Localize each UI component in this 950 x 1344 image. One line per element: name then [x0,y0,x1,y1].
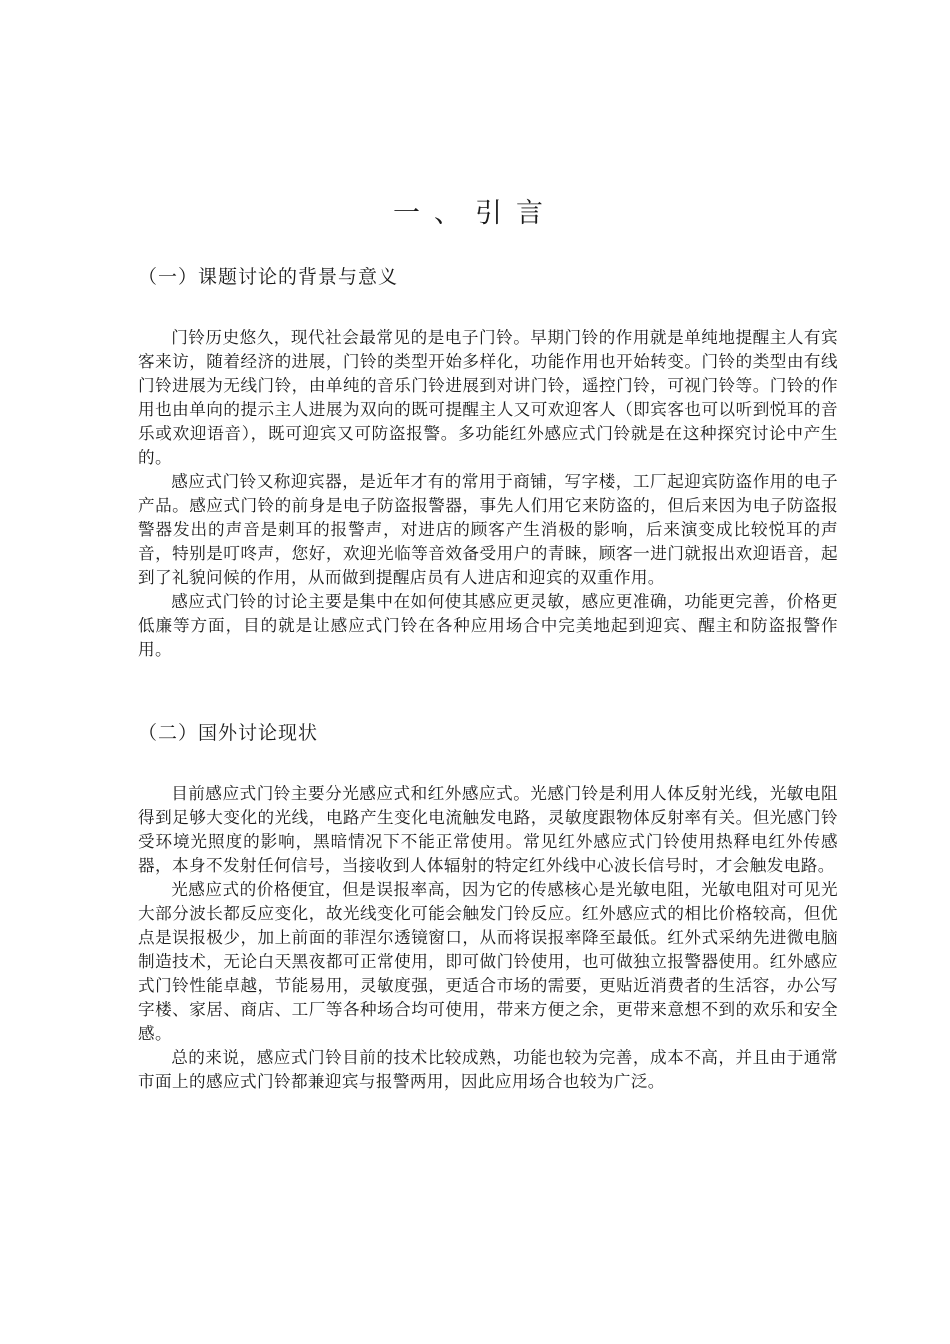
chapter-title: 一、引言 [393,198,557,229]
paragraph: 感应式门铃的讨论主要是集中在如何使其感应更灵敏，感应更准确，功能更完善，价格更低廉等方面，目的就是让感应式门铃在各种应用场合中完美地起到迎宾、醒主和防盗报警作用。 [138,592,838,659]
paragraph: 目前感应式门铃主要分光感应式和红外感应式。光感门铃是利用人体反射光线，光敏电阻得到足够大变化的光线，电路产生变化电流触发电路，灵敏度跟物体反射率有关。但光感门铃受环境光照度的影响，黑暗情况下不能正常使用。常见红外感应式门铃使用热释电红外传感器，本身不发射任何信号，当接收到人体辐射的特定红外线中心波长信号时，才会触发电路。 [138,784,838,875]
section-body-background [138,326,838,662]
section-heading-background: （一）课题讨论的背景与意义 [138,266,399,288]
paragraph: 门铃历史悠久，现代社会最常见的是电子门铃。早期门铃的作用就是单纯地提醒主人有宾客来访，随着经济的进展，门铃的类型开始多样化，功能作用也开始转变。门铃的类型由有线门铃进展为无线门铃，由单纯的音乐门铃进展到对讲门铃，遥控门铃，可视门铃等。门铃的作用也由单向的提示主人进展为双向的既可提醒主人又可欢迎客人（即宾客也可以听到悦耳的音乐或欢迎语音），既可迎宾又可防盗报警。多功能红外感应式门铃就是在这种探究讨论中产生的。 [138,328,838,467]
section-body-status [138,782,838,1094]
section-heading-status: （二）国外讨论现状 [138,722,319,744]
paragraph: 感应式门铃又称迎宾器，是近年才有的常用于商铺，写字楼，工厂起迎宾防盗作用的电子产品。感应式门铃的前身是电子防盗报警器，事先人们用它来防盗的，但后来因为电子防盗报警器发出的声音是刺耳的报警声，对进店的顾客产生消极的影响，后来演变成比较悦耳的声音，特别是叮咚声，您好，欢迎光临等音效备受用户的青睐，顾客一进门就报出欢迎语音，起到了礼貌问候的作用，从而做到提醒店员有人进店和迎宾的双重作用。 [138,472,838,587]
paragraph: 光感应式的价格便宜，但是误报率高，因为它的传感核心是光敏电阻，光敏电阻对可见光大部分波长都反应变化，故光线变化可能会触发门铃反应。红外感应式的相比价格较高，但优点是误报极少，加上前面的菲涅尔透镜窗口，从而将误报率降至最低。红外式采纳先进微电脑制造技术，无论白天黑夜都可正常使用，即可做门铃使用，也可做独立报警器使用。红外感应式门铃性能卓越，节能易用，灵敏度强，更适合市场的需要，更贴近消费者的生活容，办公写字楼、家居、商店、工厂等各种场合均可使用，带来方便之余，更带来意想不到的欢乐和安全感。 [138,880,838,1043]
paragraph: 总的来说，感应式门铃目前的技术比较成熟，功能也较为完善，成本不高，并且由于通常市面上的感应式门铃都兼迎宾与报警两用，因此应用场合也较为广泛。 [138,1048,838,1091]
